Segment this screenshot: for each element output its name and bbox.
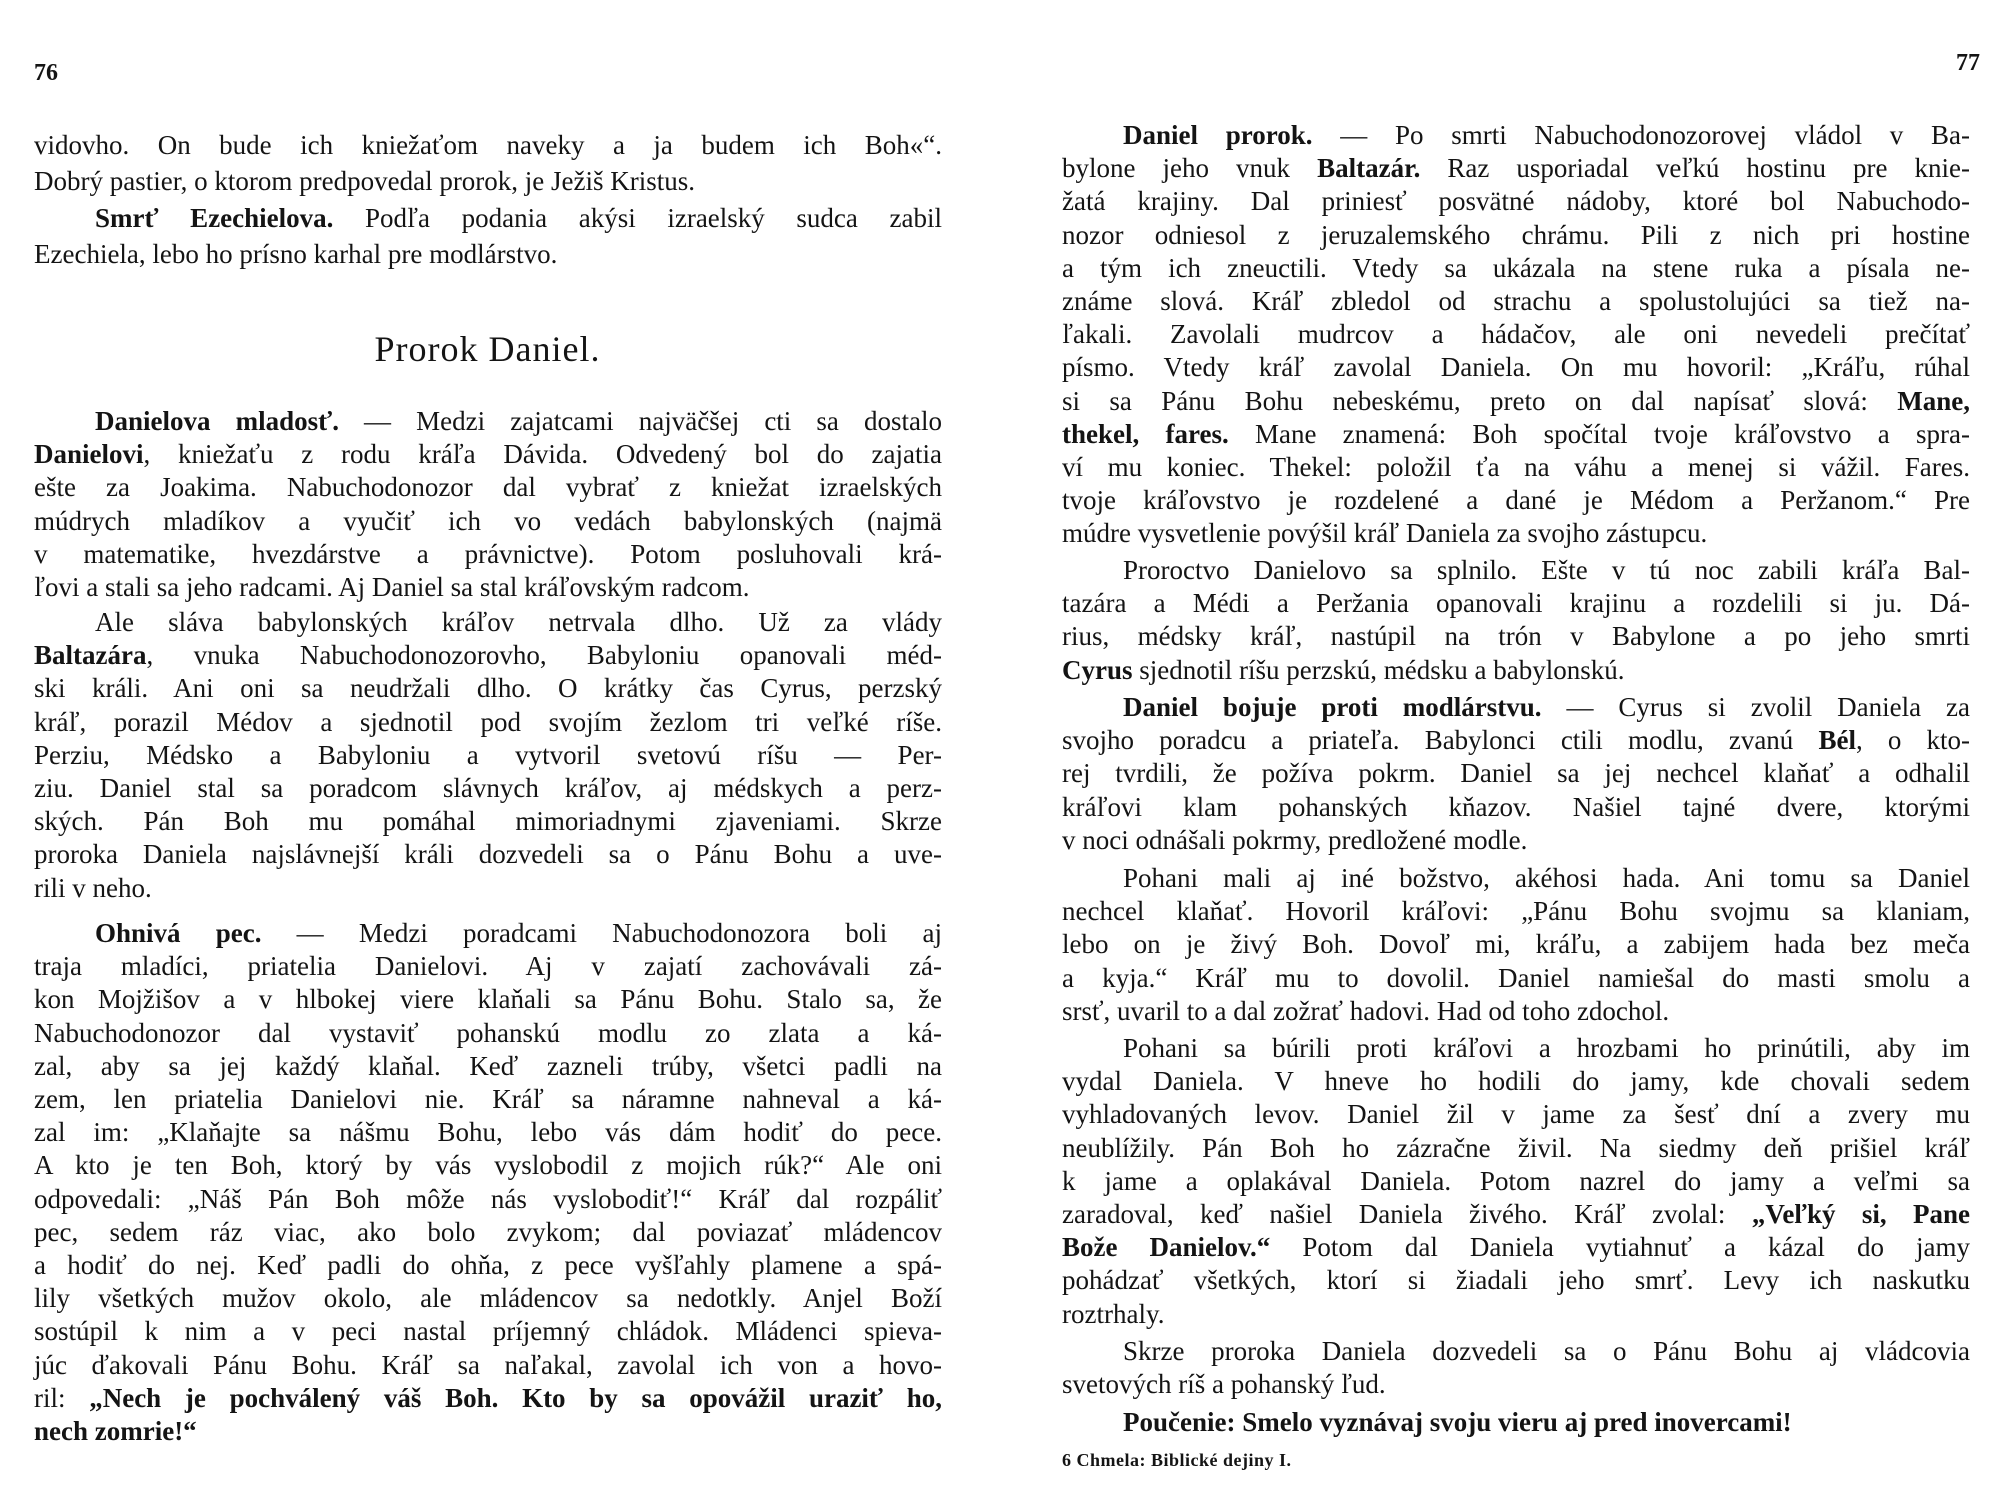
text-line [1062, 252, 1970, 285]
text-line [34, 1017, 942, 1050]
paragraph [1062, 1335, 1970, 1401]
bold-text-run: Daniel bojuje proti modlárstvu. [1123, 692, 1542, 722]
text-line [1062, 185, 1970, 218]
text-line [34, 538, 942, 571]
text-run: ľakali. Zavolali mudrcov a hádačov, ale oni nevedeli prečítať [1062, 319, 1970, 350]
text-run: Proroctvo Danielovo sa splnilo. Ešte v tú noc zabili kráľa Bal- [1123, 555, 1970, 585]
paragraph [1062, 691, 1970, 857]
text-line [1062, 654, 1970, 687]
text-run: srsť, uvaril to a dal zožrať hadovi. Had od toho zdochol. [1062, 995, 1670, 1026]
text-line [34, 571, 942, 604]
text-run: Ale sláva babylonských kráľov netrvala dlho. Už za vlády [95, 607, 942, 637]
text-run: roztrhaly. [1062, 1298, 1165, 1329]
text-run: rej tvrdili, že požíva pokrm. Daniel sa jej nechcel klaňať a odhalil [1062, 758, 1970, 789]
text-line [1062, 587, 1970, 620]
text-line [34, 872, 942, 905]
text-line [1062, 691, 1970, 724]
text-run: , kniežaťu z rodu kráľa Dávida. Odvedený bol do zajatia [143, 439, 942, 470]
text-run: Pohani sa búrili proti kráľovi a hrozbami ho prinútili, aby im [1123, 1033, 1970, 1063]
text-line [34, 471, 942, 504]
bold-text-run: Poučenie: Smelo vyznávaj svoju vieru aj pred inovercami! [1123, 1407, 1792, 1437]
text-line [1062, 484, 1970, 517]
paragraph [34, 200, 942, 272]
text-line [1062, 418, 1970, 451]
text-run: ril: [34, 1382, 90, 1413]
text-line [1062, 620, 1970, 653]
text-line [1062, 152, 1970, 185]
paragraph [1062, 862, 1970, 1028]
text-line [34, 739, 942, 772]
text-line [1062, 1298, 1970, 1331]
bold-text-run: Ohnivá pec. [95, 918, 262, 948]
text-line [1062, 1231, 1970, 1264]
text-line [1062, 862, 1970, 895]
text-run: v noci odnášali pokrmy, predložené modle. [1062, 824, 1528, 855]
paragraph [1062, 1406, 1970, 1439]
text-line [34, 438, 942, 471]
text-run: Ezechiela, lebo ho prísno karhal pre modlárstvo. [34, 239, 558, 269]
page-number: 77 [1956, 50, 1980, 76]
text-line [34, 639, 942, 672]
text-line [34, 606, 942, 639]
text-run: odpovedali: „Náš Pán Boh môže nás vyslobodiť!“ Kráľ dal rozpáliť [34, 1183, 942, 1214]
text-line [1062, 995, 1970, 1028]
text-line [1062, 1264, 1970, 1297]
paragraph [1062, 1032, 1970, 1331]
text-run: , o kto- [1855, 725, 1970, 756]
text-run: kráľ, porazil Médov a sjednotil pod svojím žezlom tri veľké ríše. [34, 706, 942, 737]
text-run: vyhladovaných levov. Daniel žil v jame za šesť dní a zvery mu [1062, 1099, 1970, 1130]
text-run: a tým ich zneuctili. Vtedy sa ukázala na stene ruka a písala ne- [1062, 252, 1970, 283]
paragraph [1062, 554, 1970, 687]
text-line [34, 1216, 942, 1249]
text-run: A kto je ten Boh, ktorý by vás vyslobodil z mojich rúk?“ Ale oni [34, 1150, 942, 1181]
text-line [1062, 351, 1970, 384]
bold-text-run: Smrť Ezechielova. [95, 203, 334, 233]
text-run: bylone jeho vnuk [1062, 153, 1318, 184]
text-run: Mane znamená: Boh spočítal tvoje kráľovstvo a spra- [1228, 418, 1970, 449]
text-run: žatá krajiny. Dal priniesť posvätné nádoby, ktoré bol Nabuchodo- [1062, 186, 1970, 217]
text-line [34, 1183, 942, 1216]
text-line [34, 1315, 942, 1348]
text-run: tazára a Médi a Peržania opanovali krajinu a rozdelili si ju. Dá- [1062, 588, 1970, 619]
chapter-heading: Prorok Daniel. [374, 329, 601, 369]
text-line [1062, 451, 1970, 484]
text-line [1062, 385, 1970, 418]
text-run: zal, aby sa jej každý klaňal. Keď zazneli trúby, všetci padli na [34, 1050, 942, 1081]
text-line [34, 200, 942, 236]
text-line [34, 1083, 942, 1116]
text-run: tvoje kráľovstvo je rozdelené a dané je Médom a Peržanom.“ Pre [1062, 485, 1970, 516]
text-line [1062, 318, 1970, 351]
text-run: Dobrý pastier, o ktorom predpovedal prorok, je Ježiš Kristus. [34, 166, 696, 196]
text-line [1062, 824, 1970, 857]
paragraph [1062, 119, 1970, 551]
text-line [34, 505, 942, 538]
text-run: traja mladíci, priatelia Danielovi. Aj v zajatí zachovávali zá- [34, 951, 942, 982]
text-line [1062, 791, 1970, 824]
bold-text-run: Danielova mladosť. [95, 406, 339, 436]
text-line [34, 838, 942, 871]
text-line [34, 1282, 942, 1315]
text-run: kon Mojžišov a v hlbokej viere klaňali sa Pánu Bohu. Stalo sa, že [34, 984, 942, 1015]
bold-text-run: Daniel prorok. [1123, 120, 1313, 150]
text-line [1062, 1032, 1970, 1065]
bold-text-run: Danielovi [34, 439, 144, 470]
text-run: pohádzať všetkých, ktorí si žiadali jeho smrť. Levy ich naskutku [1062, 1265, 1970, 1296]
text-run: ľovi a stali sa jeho radcami. Aj Daniel sa stal kráľovským radcom. [34, 572, 750, 603]
text-run: známe slová. Kráľ zbledol od strachu a spolustolujúci sa tiež na- [1062, 286, 1970, 317]
text-line [1062, 757, 1970, 790]
text-line [34, 405, 942, 438]
text-line [34, 1349, 942, 1382]
text-run: zaradoval, keď našiel Daniela živého. Kráľ zvolal: [1062, 1199, 1752, 1230]
text-run: múdrych mladíkov a vyučiť ich vo vedách babylonských (najmä [34, 505, 942, 536]
text-line [1062, 928, 1970, 961]
text-line [34, 1050, 942, 1083]
text-run: svojho poradcu a priateľa. Babylonci ctili modlu, zvanú [1062, 725, 1819, 756]
text-run: Nabuchodonozor dal vystaviť pohanskú modlu zo zlata a ká- [34, 1017, 942, 1048]
text-run: , vnuka Nabuchodonozorovho, Babyloniu opanovali méd- [146, 640, 942, 671]
text-line [1062, 895, 1970, 928]
text-run: nechcel klaňať. Hovoril kráľovi: „Pánu Bohu svojmu sa klaniam, [1062, 896, 1970, 927]
text-run: júc ďakovali Pánu Bohu. Kráľ sa naľakal, zavolal ich von a hovo- [34, 1349, 942, 1380]
text-line [34, 983, 942, 1016]
text-line [34, 950, 942, 983]
text-run: svetových ríš a pohanský ľud. [1062, 1369, 1386, 1400]
text-run: ských. Pán Boh mu pomáhal mimoriadnymi zjaveniami. Skrze [34, 806, 942, 837]
text-run: rius, médsky kráľ, nastúpil na trón v Babylone a po jeho smrti [1062, 621, 1970, 652]
text-line [34, 1149, 942, 1182]
text-run: Perziu, Médsko a Babyloniu a vytvoril svetovú ríšu — Per- [34, 739, 942, 770]
text-run: a kyja.“ Kráľ mu to dovolil. Daniel namiešal do masti smolu a [1062, 962, 1970, 993]
text-line [34, 1249, 942, 1282]
text-run: Podľa podania akýsi izraelský sudca zabil [333, 203, 942, 233]
text-line [34, 163, 942, 199]
text-run: vidovho. On bude ich kniežaťom naveky a ja budem ich Boh«“. [34, 130, 942, 160]
bold-text-run: Bél [1818, 725, 1856, 756]
text-line [1062, 1198, 1970, 1231]
text-line [34, 917, 942, 950]
text-run: Potom dal Daniela vytiahnuť a kázal do jamy [1270, 1232, 1970, 1263]
text-line [1062, 1368, 1970, 1401]
text-run: ešte za Joakima. Nabuchodonozor dal vybrať z kniežat izraelských [34, 472, 942, 503]
text-run: kráľovi klam pohanských kňazov. Našiel tajné dvere, ktorými [1062, 791, 1970, 822]
text-line [1062, 119, 1970, 152]
text-run: — Medzi zajatcami najväčšej cti sa dostalo [338, 406, 942, 436]
text-run: a hodiť do nej. Keď padli do ohňa, z pece vyšľahly plamene a spá- [34, 1250, 942, 1281]
text-run: lily všetkých mužov okolo, ale mládencov sa nedotkly. Anjel Boží [34, 1283, 942, 1314]
text-line [1062, 962, 1970, 995]
text-run: si sa Pánu Bohu nebeskému, preto on dal napísať slová: [1062, 385, 1898, 416]
text-line [34, 672, 942, 705]
text-line [34, 1382, 942, 1415]
bold-text-run: Baltazára [34, 640, 147, 671]
text-run: k jame a oplakával Daniela. Potom nazrel do jamy a veľmi sa [1062, 1165, 1970, 1196]
text-run: múdre vysvetlenie povýšil kráľ Daniela za svojho zástupcu. [1062, 518, 1708, 549]
footer-signature: 6 Chmela: Biblické dejiny I. [1062, 1450, 1292, 1470]
text-line [1062, 554, 1970, 587]
text-line [1062, 219, 1970, 252]
text-line [1062, 1132, 1970, 1165]
text-run: Raz usporiadal veľkú hostinu pre knie- [1420, 153, 1970, 184]
text-line [34, 706, 942, 739]
bold-text-run: Baltazár. [1317, 153, 1421, 184]
text-run: Pohani mali aj iné božstvo, akéhosi hada. Ani tomu sa Daniel [1123, 863, 1970, 893]
text-run: vydal Daniela. V hneve ho hodili do jamy, kde chovali sedem [1062, 1066, 1970, 1097]
text-run: Skrze proroka Daniela dozvedeli sa o Pánu Bohu aj vládcovia [1123, 1336, 1970, 1366]
text-run: pec, sedem ráz viac, ako bolo zvykom; dal poviazať mládencov [34, 1216, 942, 1247]
text-run: v matematike, hvezdárstve a právnictve). Potom posluhovali krá- [34, 538, 942, 569]
text-run: písmo. Vtedy kráľ zavolal Daniela. On mu hovoril: „Kráľu, rúhal [1062, 352, 1970, 383]
paragraph [34, 127, 942, 199]
right-page [998, 0, 1996, 1500]
bold-text-run: Bože Danielov.“ [1062, 1232, 1271, 1263]
bold-text-run: Mane, [1897, 385, 1970, 416]
text-run: nozor odniesol z jeruzalemského chrámu. Pili z nich pri hostine [1062, 219, 1970, 250]
text-line [1062, 517, 1970, 550]
bold-text-run: „Veľký si, Pane [1751, 1199, 1970, 1230]
text-line [1062, 285, 1970, 318]
text-line [34, 1415, 942, 1448]
text-run: zal im: „Klaňajte sa nášmu Bohu, lebo vás dám hodiť do pece. [34, 1117, 942, 1148]
paragraph [34, 405, 942, 604]
text-line [34, 772, 942, 805]
text-run: neublížily. Pán Boh ho zázračne živil. Na siedmy deň prišiel kráľ [1062, 1132, 1970, 1163]
text-run: sostúpil k nim a v peci nastal príjemný chládok. Mládenci spieva- [34, 1316, 942, 1347]
text-run: ziu. Daniel stal sa poradcom slávnych kráľov, aj médskych a perz- [34, 773, 942, 804]
text-run: rili v neho. [34, 872, 152, 903]
text-line [34, 127, 942, 163]
text-line [34, 1116, 942, 1149]
text-run: proroka Daniela najslávnejší králi dozvedeli sa o Pánu Bohu a uve- [34, 839, 942, 870]
text-run: — Medzi poradcami Nabuchodonozora boli aj [261, 918, 942, 948]
paragraph [34, 606, 942, 905]
text-run: lebo on je živý Boh. Dovoľ mi, kráľu, a zabijem hada bez meča [1062, 929, 1970, 960]
text-line [1062, 1335, 1970, 1368]
bold-text-run: nech zomrie!“ [34, 1416, 197, 1447]
text-line [1062, 724, 1970, 757]
text-line [1062, 1098, 1970, 1131]
paragraph [34, 917, 942, 1448]
text-run: ví mu koniec. Thekel: položil ťa na váhu a menej si vážil. Fares. [1062, 452, 1970, 483]
text-line [1062, 1406, 1970, 1439]
bold-text-run: Cyrus [1062, 654, 1133, 685]
text-run: zem, len priatelia Danielovi nie. Kráľ sa náramne nahneval a ká- [34, 1084, 942, 1115]
bold-text-run: „Nech je pochválený váš Boh. Kto by sa opovážil uraziť ho, [89, 1382, 942, 1413]
text-line [34, 236, 942, 272]
text-run: sjednotil ríšu perzskú, médsku a babylonskú. [1132, 654, 1625, 685]
text-run: — Po smrti Nabuchodonozorovej vládol v Ba- [1312, 120, 1971, 150]
text-line [1062, 1065, 1970, 1098]
text-run: — Cyrus si zvolil Daniela za [1541, 692, 1970, 722]
page-number: 76 [34, 60, 58, 86]
text-line [1062, 1165, 1970, 1198]
bold-text-run: thekel, fares. [1062, 418, 1229, 449]
text-line [34, 805, 942, 838]
text-run: ski králi. Ani oni sa neudržali dlho. O krátky čas Cyrus, perzský [34, 673, 942, 704]
